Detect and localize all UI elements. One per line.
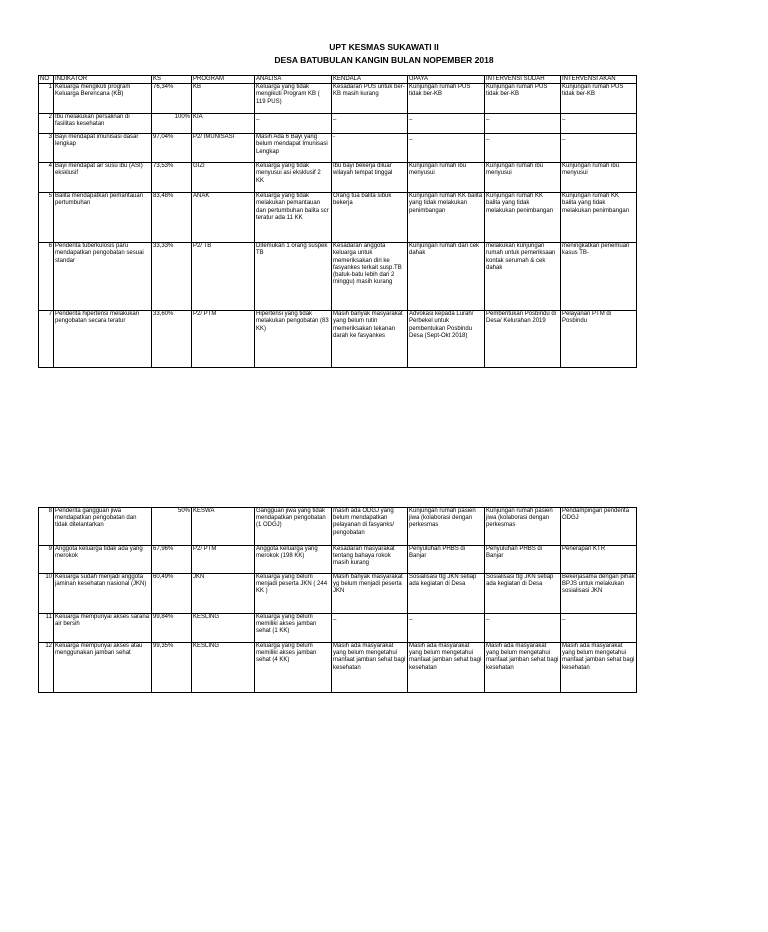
cell-program: JKN: [192, 574, 255, 614]
cell-program: P2/ TB: [192, 243, 255, 311]
cell-analisa: _: [255, 114, 332, 134]
cell-program: P2/ PTM: [192, 311, 255, 368]
cell-no: 4: [39, 163, 54, 193]
cell-indikator: Anggota keluarga tidak ada yang merokok: [54, 546, 152, 574]
cell-indikator: Keluarga mengikuti program Keluarga Berencana (KB): [54, 84, 152, 114]
cell-ks: 33,33%: [152, 243, 192, 311]
column-header-no: NO: [39, 76, 54, 84]
cell-kendala: Ibu bayi bekerja diluar wilayah tempat tinggal: [332, 163, 408, 193]
cell-analisa: Anggota keluarga yang merokok (198 KK): [255, 546, 332, 574]
cell-upaya: Kunjungan rumah KK balita yang tidak melakukan penimbangan: [408, 193, 485, 243]
cell-upaya: Sosialisasi ttg JKN setiap ada kegiatan di Desa: [408, 574, 485, 614]
cell-kendala: Kesadaran anggota keluarga untuk memeriksakan diri ke fasyankes terkait susp.TB (batuk-batu lebih dari 2 minggu) masih kurang: [332, 243, 408, 311]
cell-kendala: Kesadaran PUS untuk ber-KB masih kurang: [332, 84, 408, 114]
cell-kendala: _: [332, 614, 408, 643]
cell-kendala: Kesadaran masyarakat tentang bahaya rokok masih kurang: [332, 546, 408, 574]
cell-intervensi-akan: _: [561, 134, 637, 163]
cell-intervensi-sudah: Kunjungan rumah PUS tidak ber-KB: [485, 84, 561, 114]
cell-no: 6: [39, 243, 54, 311]
cell-analisa: Ditemukan 1 orang suspek TB: [255, 243, 332, 311]
cell-intervensi-sudah: _: [485, 614, 561, 643]
cell-ks: 97,04%: [152, 134, 192, 163]
cell-kendala: Orang tua balita sibuk bekerja: [332, 193, 408, 243]
cell-intervensi-akan: Pendampingan penderita ODGJ: [561, 508, 637, 546]
cell-program: KB: [192, 84, 255, 114]
table-row: [39, 193, 637, 243]
table-row: [39, 614, 637, 643]
cell-upaya: Kunjungan rumah pasien jiwa (kolaborasi dengan perkesmas: [408, 508, 485, 546]
cell-no: 5: [39, 193, 54, 243]
cell-intervensi-akan: Kunjungan rumah PUS tidak ber-KB: [561, 84, 637, 114]
cell-analisa: Keluarga yang belum memiliki akses jamban sehat (4 KK): [255, 643, 332, 693]
cell-no: 12: [39, 643, 54, 693]
cell-upaya: Penyuluhan PHBS di Banjar: [408, 546, 485, 574]
cell-no: 3: [39, 134, 54, 163]
cell-intervensi-akan: Masih ada masyarakat yang belum mengetahui manfaat jamban sehat bagi kesehatan: [561, 643, 637, 693]
column-header-upaya: UPAYA: [408, 76, 485, 84]
cell-kendala: _: [332, 114, 408, 134]
cell-intervensi-sudah: Pembentukan Posbindu di Desa/ Kelurahan 2019: [485, 311, 561, 368]
cell-indikator: Balita mendapatkan pemantauan pertumbuhan: [54, 193, 152, 243]
cell-analisa: Keluarga yang tidak mengikuti Program KB ( 119 PUS): [255, 84, 332, 114]
cell-intervensi-akan: Kunjungan rumah ibu menyusui: [561, 163, 637, 193]
table-row: [39, 163, 637, 193]
table-row: [39, 134, 637, 163]
cell-no: 9: [39, 546, 54, 574]
cell-intervensi-sudah: melakukan kunjungan rumah untuk pemeriksaan kontak serumah & cek dahak: [485, 243, 561, 311]
cell-intervensi-sudah: Kunjungan rumah KK balita yang tidak melakukan penimbangan: [485, 193, 561, 243]
cell-analisa: Keluarga yang belum menjadi peserta JKN ( 244 KK ): [255, 574, 332, 614]
cell-ks: 50%: [152, 508, 192, 546]
cell-upaya: Kunjungan rumah PUS tidak ber-KB: [408, 84, 485, 114]
cell-ks: 99,84%: [152, 614, 192, 643]
cell-no: 7: [39, 311, 54, 368]
cell-no: 2: [39, 114, 54, 134]
cell-program: P2/ PTM: [192, 546, 255, 574]
cell-upaya: Advokasi kepada Lurah/ Perbekel untuk pembentukan Posbindu Desa (Sept-Okt 2018): [408, 311, 485, 368]
cell-program: KESWA: [192, 508, 255, 546]
cell-indikator: Bayi mendapat imunisasi dasar lengkap: [54, 134, 152, 163]
document-title: UPT KESMAS SUKAWATI II: [329, 42, 439, 52]
cell-ks: 67,96%: [152, 546, 192, 574]
cell-indikator: Penderita tuberkulosis paru mendapatkan pengobatan sesuai standar: [54, 243, 152, 311]
cell-indikator: Bayi mendapat air susu ibu (ASI) eksklusif: [54, 163, 152, 193]
column-header-indikator: INDIKATOR: [54, 76, 152, 84]
cell-indikator: Keluarga sudah menjadi anggota jaminan kesehatan nasional (JKN): [54, 574, 152, 614]
document-subtitle: DESA BATUBULAN KANGIN BULAN NOPEMBER 2018: [274, 55, 494, 65]
cell-intervensi-sudah: Penyuluhan PHBS di Banjar: [485, 546, 561, 574]
cell-analisa: Masih Ada 6 Bayi yang belum mendapat Imunisasi Lengkap: [255, 134, 332, 163]
cell-program: KESLING: [192, 614, 255, 643]
column-header-kendala: KENDALA: [332, 76, 408, 84]
cell-upaya: Kunjungan rumah ibu menyusui: [408, 163, 485, 193]
table-row: [39, 311, 637, 368]
cell-intervensi-akan: Bekerjasama dengan pihak BPJS untuk melakukan sosialisasi JKN: [561, 574, 637, 614]
cell-intervensi-akan: _: [561, 114, 637, 134]
cell-kendala: masih ada ODGJ yang belum mendapatkan pelayanan di fasyanks/ pengobatan: [332, 508, 408, 546]
cell-upaya: _: [408, 114, 485, 134]
column-header-ks: KS: [152, 76, 192, 84]
cell-indikator: Ibu melakukan persalinan di fasilitas kesehatan: [54, 114, 152, 134]
column-header-analisa: ANALISA: [255, 76, 332, 84]
header-row: [39, 76, 637, 84]
table-row: [39, 574, 637, 614]
cell-ks: 100%: [152, 114, 192, 134]
cell-upaya: Kunjungan rumah dan cek dahak: [408, 243, 485, 311]
table-row: [39, 114, 637, 134]
cell-program: ANAK: [192, 193, 255, 243]
cell-indikator: Keluarga mempunyai akses sarana air bersih: [54, 614, 152, 643]
cell-upaya: _: [408, 614, 485, 643]
cell-analisa: Keluarga yang belum memiliki akses jamban sehat (1 KK): [255, 614, 332, 643]
cell-indikator: Keluarga mempunyai akses atau menggunakan jamban sehat: [54, 643, 152, 693]
table-row: [39, 508, 637, 546]
cell-ks: 60,49%: [152, 574, 192, 614]
cell-kendala: Masih banyak masyarakat yg belum menjadi peserta JKN: [332, 574, 408, 614]
cell-kendala: -: [332, 134, 408, 163]
cell-intervensi-sudah: _: [485, 114, 561, 134]
cell-analisa: Keluarga yang tidak menyusui asi eksklusif 2 KK: [255, 163, 332, 193]
indicator-table-page2: [38, 507, 637, 693]
cell-intervensi-sudah: Kunjungan rumah pasien jiwa (kolaborasi dengan perkesmas: [485, 508, 561, 546]
column-header-akan: INTERVENSI AKAN: [561, 76, 637, 84]
cell-intervensi-akan: meningkatkan penemuan kasus TB-: [561, 243, 637, 311]
cell-intervensi-sudah: Kunjungan rumah ibu menyusui: [485, 163, 561, 193]
indicator-table-page1: [38, 75, 637, 368]
cell-indikator: Penderita gangguan jiwa mendapatkan pengobatan dan tidak ditelantarkan: [54, 508, 152, 546]
cell-intervensi-sudah: Sosialisasi ttg JKN setiap ada kegiatan di Desa: [485, 574, 561, 614]
cell-no: 11: [39, 614, 54, 643]
cell-program: P2/ IMUNISASI: [192, 134, 255, 163]
cell-ks: 33,60%: [152, 311, 192, 368]
cell-program: KESLING: [192, 643, 255, 693]
cell-ks: 76,34%: [152, 84, 192, 114]
cell-intervensi-akan: Kunjungan rumah KK balita yang tidak melakukan penimbangan: [561, 193, 637, 243]
cell-no: 10: [39, 574, 54, 614]
column-header-sudah: INTERVENSI SUDAH: [485, 76, 561, 84]
cell-ks: 73,53%: [152, 163, 192, 193]
cell-analisa: Hipertensi yang tidak melakukan pengobatan (83 KK): [255, 311, 332, 368]
cell-program: GIZI: [192, 163, 255, 193]
cell-intervensi-sudah: Masih ada masyarakat yang belum mengetahui manfaat jamban sehat bagi kesehatan: [485, 643, 561, 693]
cell-indikator: Penderita hipertensi melakukan pengobatan secara teratur: [54, 311, 152, 368]
cell-analisa: Keluarga yang tidak melakukan pemantauan dan pertumbuhan balita scr teratur ada 11 KK: [255, 193, 332, 243]
table-row: [39, 243, 637, 311]
cell-upaya: _: [408, 134, 485, 163]
cell-analisa: Gangguan jiwa yang tidak mendapatkan pengobatan (1 ODGJ): [255, 508, 332, 546]
cell-kendala: Masih banyak masyarakat yang belum rutin memeriksakan tekanan darah ke fasyankes: [332, 311, 408, 368]
cell-no: 8: [39, 508, 54, 546]
cell-ks: 99,35%: [152, 643, 192, 693]
table-row: [39, 84, 637, 114]
cell-program: KIA: [192, 114, 255, 134]
cell-intervensi-akan: _: [561, 614, 637, 643]
cell-upaya: Masih ada masyarakat yang belum mengetahui manfaat jamban sehat bagi kesehatan: [408, 643, 485, 693]
column-header-program: PROGRAM: [192, 76, 255, 84]
cell-intervensi-akan: Penerapan KTR: [561, 546, 637, 574]
cell-no: 1: [39, 84, 54, 114]
cell-kendala: Masih ada masyarakat yang belum mengetahui manfaat jamban sehat bagi kesehatan: [332, 643, 408, 693]
cell-intervensi-sudah: _: [485, 134, 561, 163]
table-row: [39, 643, 637, 693]
table-row: [39, 546, 637, 574]
cell-intervensi-akan: Pelayanan PTM di Posbindu: [561, 311, 637, 368]
cell-ks: 83,48%: [152, 193, 192, 243]
